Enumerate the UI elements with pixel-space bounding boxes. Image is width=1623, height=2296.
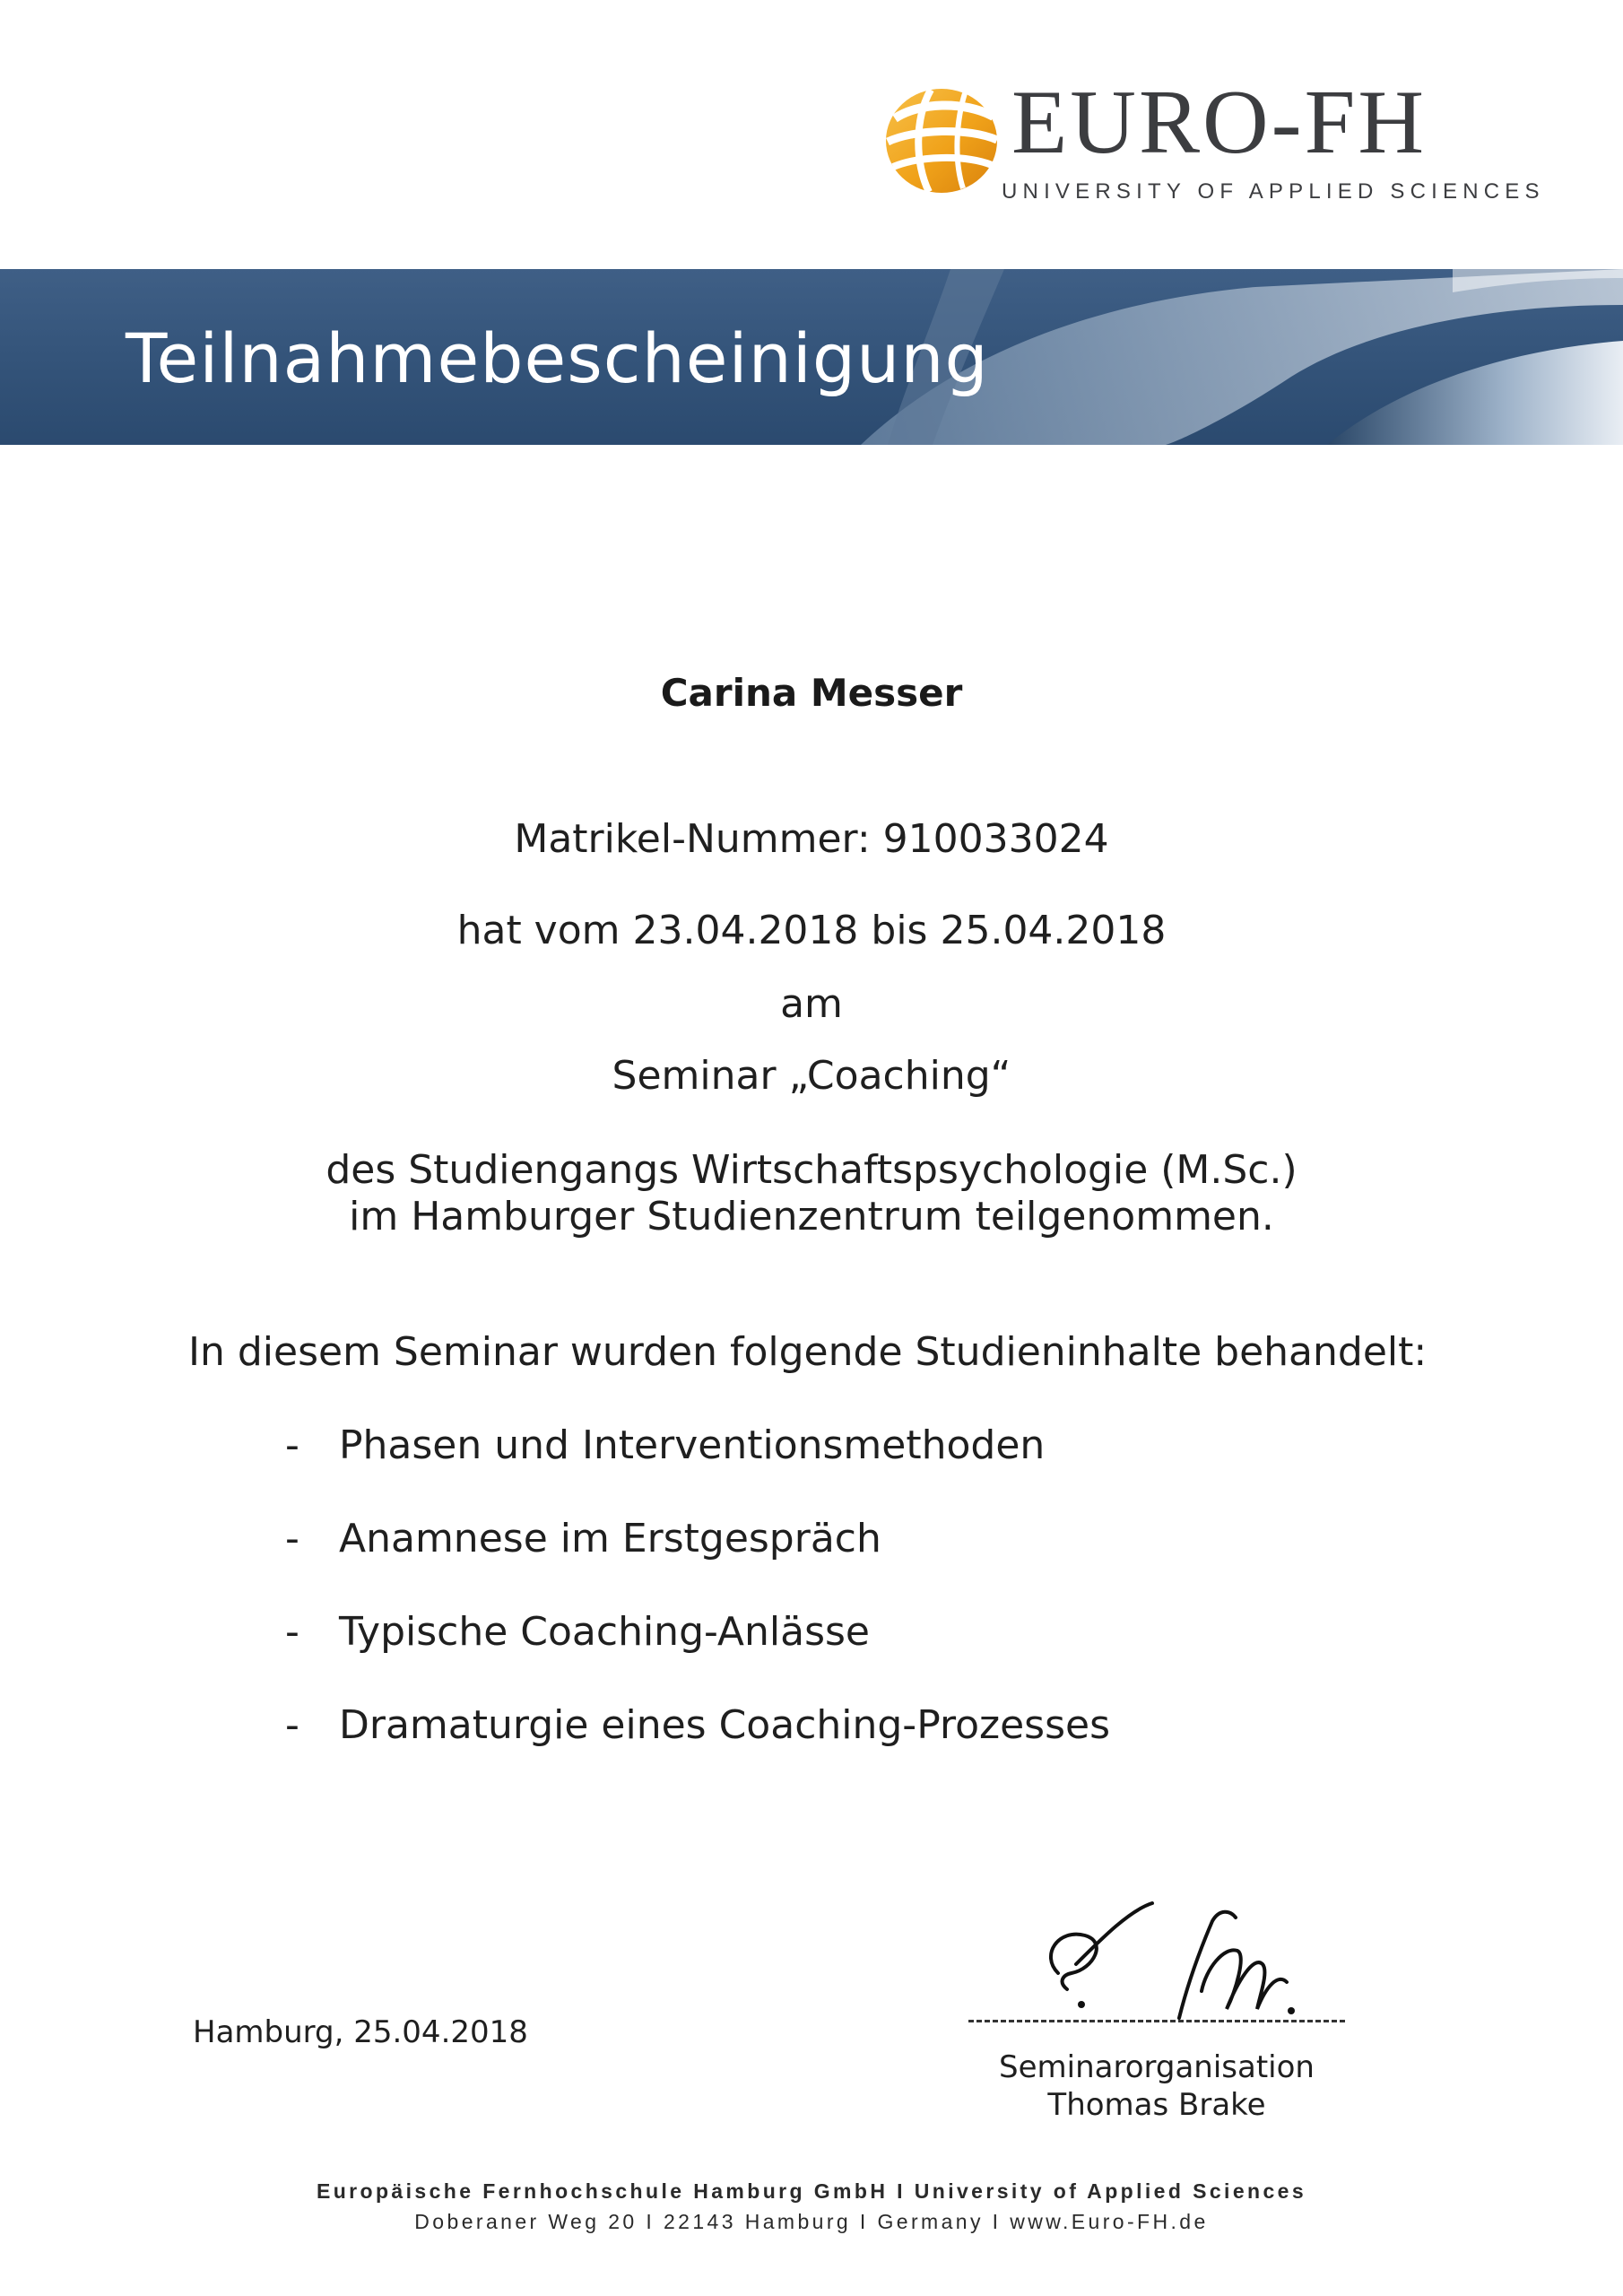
- globe-emblem-icon: [879, 83, 1004, 199]
- logo-subtitle: UNIVERSITY OF APPLIED SCIENCES: [1002, 179, 1545, 204]
- program-line-1: des Studiengangs Wirtschaftspsychologie (M.Sc.): [325, 1147, 1298, 1193]
- topic-bullet: -: [285, 1516, 299, 1561]
- content-intro: In diesem Seminar wurden folgende Studieninhalte behandelt:: [188, 1329, 1428, 1375]
- title-banner: [0, 269, 1623, 445]
- topic-text: Anamnese im Erstgespräch: [339, 1516, 881, 1561]
- participant-name: Carina Messer: [660, 671, 963, 715]
- signatory-role: Seminarorganisation: [999, 2049, 1315, 2085]
- footer-institution: Europäische Fernhochschule Hamburg GmbH I University of Applied Sciences: [316, 2179, 1307, 2203]
- connector-am: am: [780, 981, 843, 1027]
- topic-bullet: -: [285, 1609, 299, 1655]
- topic-item: [285, 1516, 881, 1561]
- program-line-2: im Hamburger Studienzentrum teilgenommen.: [349, 1194, 1274, 1239]
- topic-bullet: -: [285, 1702, 299, 1748]
- document-title: Teilnahmebescheinigung: [126, 318, 989, 398]
- logo-name: EURO-FH: [1011, 72, 1428, 173]
- topic-item: [285, 1609, 870, 1655]
- place-and-date: Hamburg, 25.04.2018: [193, 2014, 528, 2050]
- topic-text: Phasen und Interventionsmethoden: [339, 1422, 1046, 1468]
- signatory-name: Thomas Brake: [1047, 2087, 1266, 2123]
- euro-fh-logo: [879, 72, 1545, 208]
- footer-address: Doberaner Weg 20 I 22143 Hamburg I Germany I www.Euro-FH.de: [414, 2210, 1209, 2233]
- topic-item: [285, 1422, 1045, 1468]
- topic-text: Typische Coaching-Anlässe: [339, 1609, 871, 1655]
- seminar-period: hat vom 23.04.2018 bis 25.04.2018: [456, 908, 1167, 953]
- matriculation-number: Matrikel-Nummer: 910033024: [514, 816, 1109, 862]
- seminar-title: Seminar „Coaching“: [612, 1053, 1011, 1099]
- signature-line: [968, 2020, 1345, 2022]
- topic-item: [285, 1702, 1110, 1748]
- topic-bullet: -: [285, 1422, 299, 1468]
- handwritten-signature: [1022, 1883, 1327, 2027]
- topic-text: Dramaturgie eines Coaching-Prozesses: [339, 1702, 1110, 1748]
